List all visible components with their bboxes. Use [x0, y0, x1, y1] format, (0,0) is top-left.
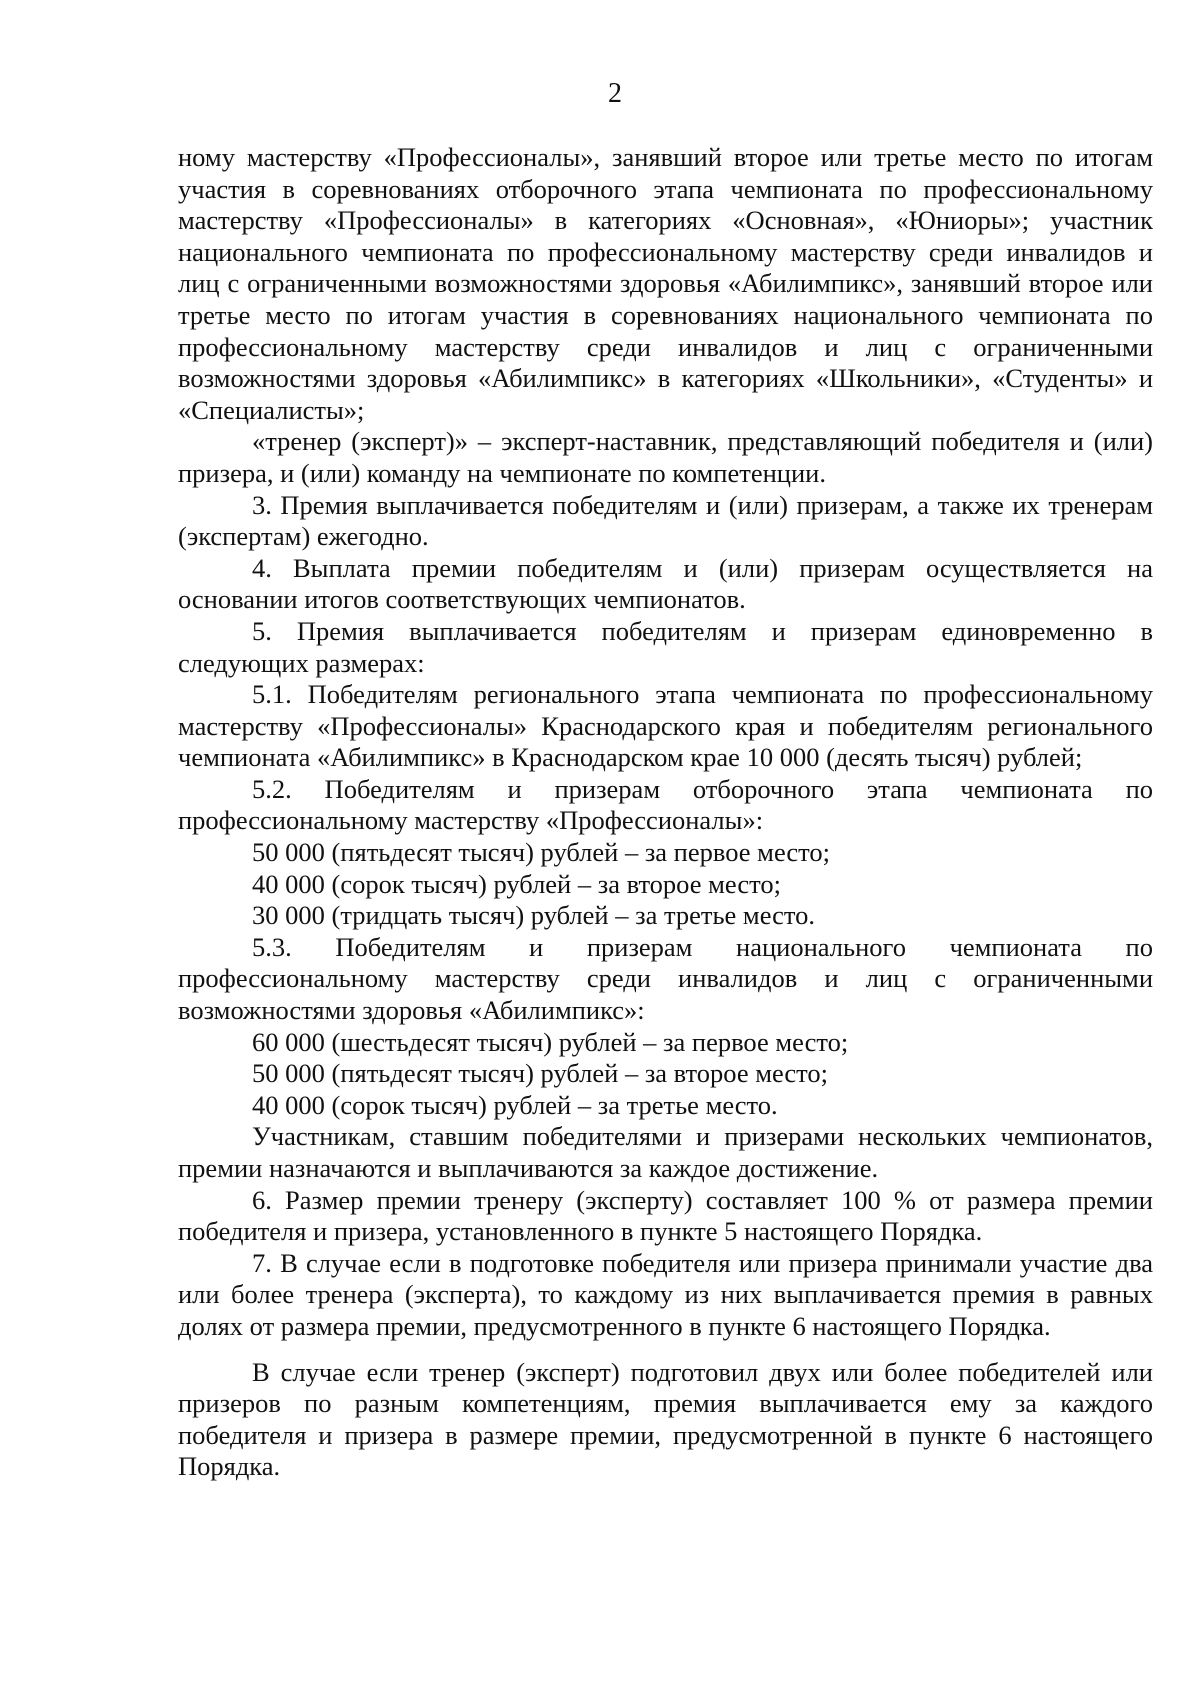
paragraph-item-5-3: 5.3. Победителям и призерам национального чемпионата по профессиональному мастерству среди инвалидов и лиц с ограниченными возможностями здоровья «Абилимпикс»: — [178, 931, 1153, 1026]
paragraph-item-5: 5. Премия выплачивается победителям и призерам единовременно в следующих размерах: — [178, 615, 1153, 678]
paragraph-continuation: ному мастерству «Профессионалы», занявший второе или третье место по итогам участия в соревнованиях отборочного этапа чемпионата по профессиональному мастерству «Профессионалы» в категориях «Основная», «Юниоры»; участник национального чемпионата по профессиональному мастерству среди инвалидов и лиц с ограниченными возможностями здоровья «Абилимпикс», занявший второе или третье место по итогам участия в соревнованиях национального чемпионата по профессиональному мастерству среди инвалидов и лиц с ограниченными возможностями здоровья «Абилимпикс» в категориях «Школьники», «Студенты» и «Специалисты»; — [178, 142, 1153, 425]
paragraph-item-7: 7. В случае если в подготовке победителя или призера принимали участие два или более тренера (эксперта), то каждому из них выплачивается премия в равных долях от размера премии, предусмотренного в пункте 6 настоящего Порядка. — [178, 1247, 1153, 1341]
document-body — [178, 142, 1153, 1483]
list-item-prize-first: 50 000 (пятьдесят тысяч) рублей – за первое место; — [252, 837, 830, 868]
paragraph-item-5-2: 5.2. Победителям и призерам отборочного этапа чемпионата по профессиональному мастерству «Профессионалы»: — [178, 773, 1153, 836]
paragraph-multiple-achievements: Участникам, ставшим победителями и призерами нескольких чемпионатов, премии назначаются и выплачиваются за каждое достижение. — [178, 1121, 1153, 1183]
paragraph-item-3: 3. Премия выплачивается победителям и (или) призерам, а также их тренерам (экспертам) ежегодно. — [178, 489, 1153, 552]
list-item-prize-second: 40 000 (сорок тысяч) рублей – за второе место; — [252, 868, 781, 899]
list-item-abilympics-first: 60 000 (шестьдесят тысяч) рублей – за первое место; — [252, 1026, 849, 1057]
paragraph-item-4: 4. Выплата премии победителям и (или) призерам осуществляется на основании итогов соответствующих чемпионатов. — [178, 552, 1153, 615]
page-number: 2 — [608, 78, 622, 109]
list-item-abilympics-third: 40 000 (сорок тысяч) рублей – за третье место. — [252, 1089, 778, 1120]
list-item-abilympics-second: 50 000 (пятьдесят тысяч) рублей – за второе место; — [252, 1058, 829, 1089]
paragraph-trainer-definition: «тренер (эксперт)» – эксперт-наставник, представляющий победителя и (или) призера, и (или) команду на чемпионате по компетенции. — [178, 426, 1153, 488]
list-item-prize-third: 30 000 (тридцать тысяч) рублей – за третье место. — [252, 900, 815, 931]
paragraph-item-5-1: 5.1. Победителям регионального этапа чемпионата по профессиональному мастерству «Профессионалы» Краснодарского края и победителям регионального чемпионата «Абилимпикс» в Краснодарском крае 10 000 (десять тысяч) рублей; — [178, 679, 1153, 773]
paragraph-item-6: 6. Размер премии тренеру (эксперту) составляет 100 % от размера премии победителя и призера, установленного в пункте 5 настоящего Порядка. — [178, 1184, 1153, 1247]
paragraph-multiple-competencies: В случае если тренер (эксперт) подготовил двух или более победителей или призеров по разным компетенциям, премия выплачивается ему за каждого победителя и призера в размере премии, предусмотренной в пункте 6 настоящего Порядка. — [178, 1356, 1153, 1482]
